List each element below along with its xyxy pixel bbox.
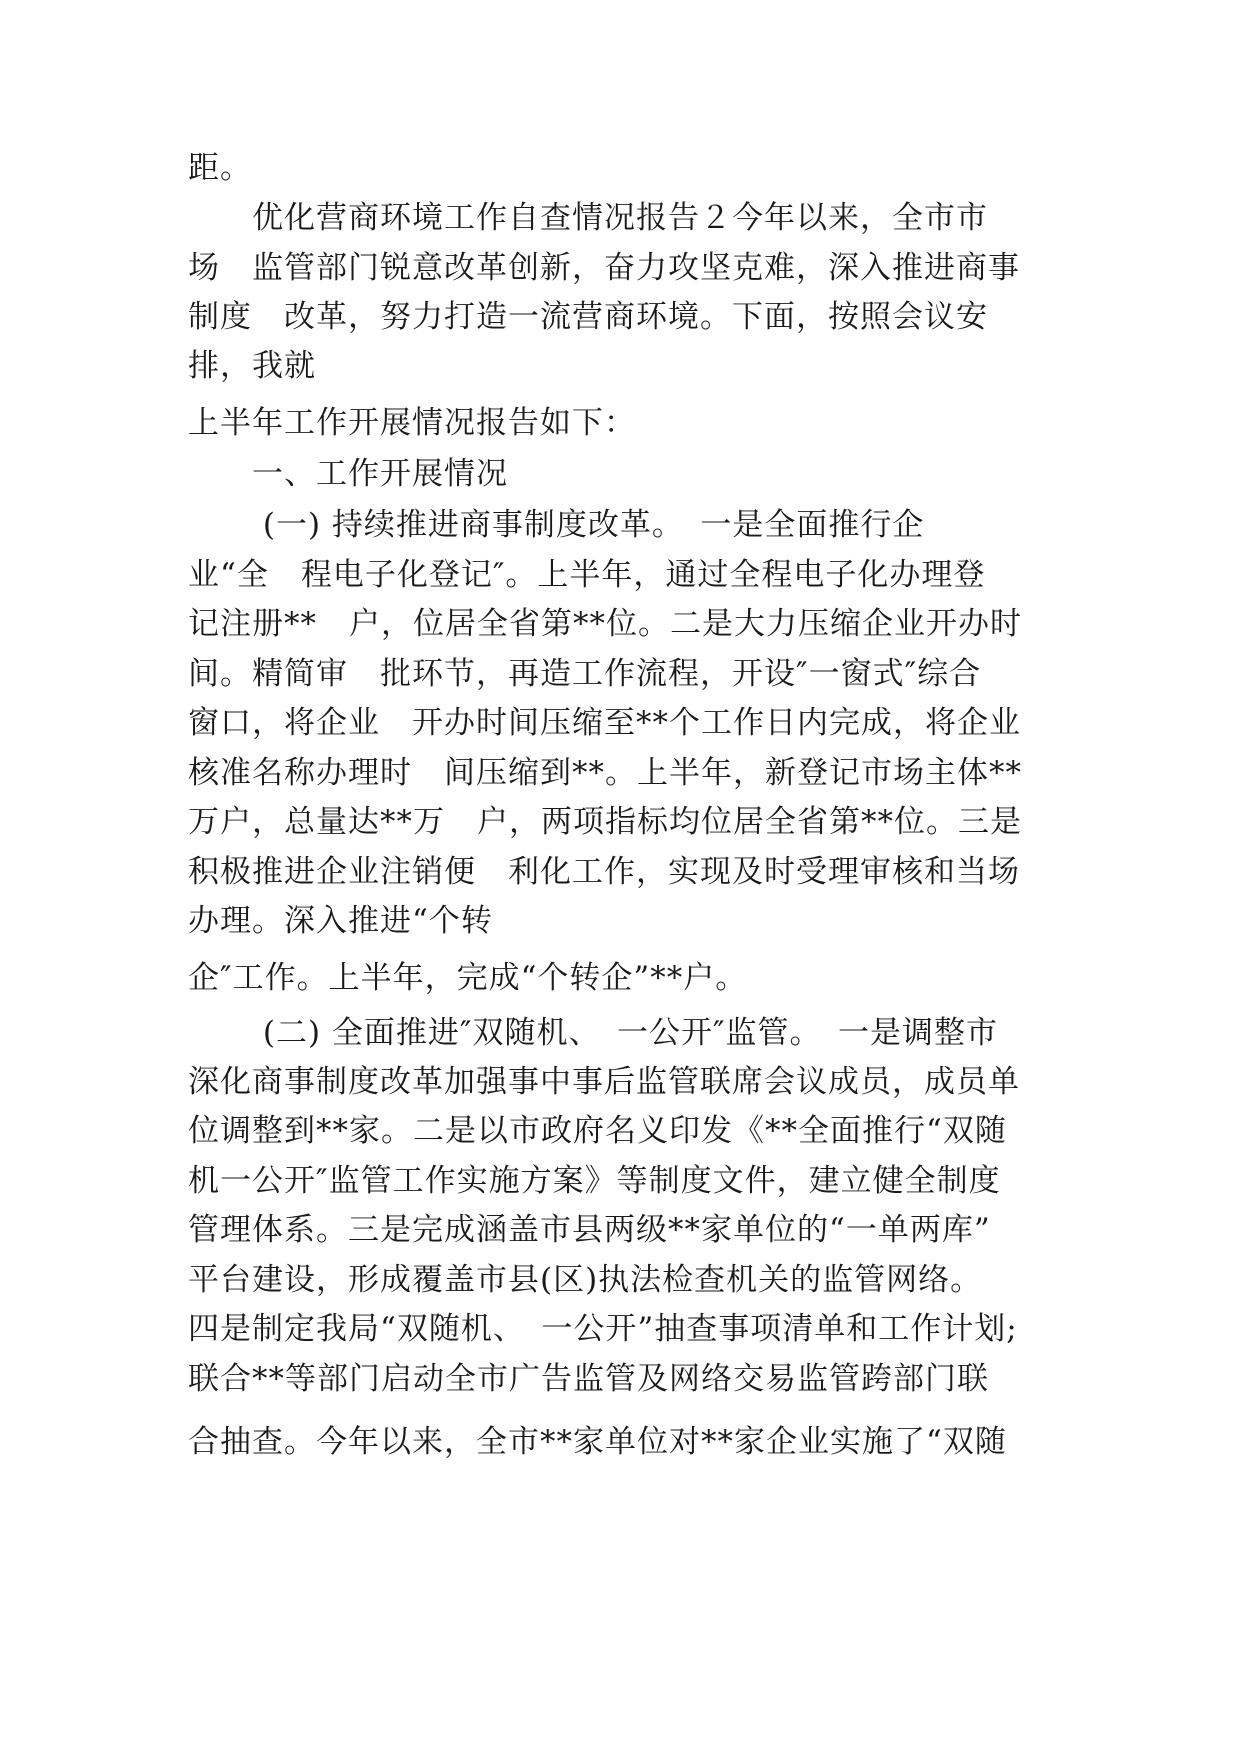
text-line: 办理。深入推进“个转: [188, 903, 493, 939]
text-line: 合抽查。今年以来，全市**家单位对**家企业实施了“双随: [188, 1424, 1007, 1460]
text-line: 优化营商环境工作自查情况报告２今年以来，全市市: [188, 200, 988, 236]
text-line: 平台建设，形成覆盖市县(区)执法检查机关的监管网络。: [188, 1262, 983, 1298]
subsection-heading: (二) 全面推进″双随机、 一公开″监管。 一是调整市: [188, 1015, 999, 1051]
text-line: 管理体系。三是完成涵盖市县两级**家单位的“一单两库”: [188, 1212, 991, 1248]
text-line: 上半年工作开展情况报告如下：: [188, 405, 636, 441]
subsection-heading: (一) 持续推进商事制度改革。 一是全面推行企: [188, 507, 925, 543]
text-line: 制度 改革，努力打造一流营商环境。下面，按照会议安: [188, 299, 988, 335]
text-line: 距。: [188, 150, 252, 186]
section-heading: 一、工作开展情况: [188, 456, 508, 492]
text-line: 企″工作。上半年，完成“个转企”**户。: [188, 960, 748, 996]
text-line: 联合**等部门启动全市广告监管及网络交易监管跨部门联: [188, 1361, 989, 1397]
text-line: 场 监管部门锐意改革创新，奋力攻坚克难，深入推进商事: [188, 250, 1020, 286]
text-line: 核准名称办理时 间压缩到**。上半年，新登记市场主体**: [188, 755, 1022, 791]
text-line: 位调整到**家。二是以市政府名义印发《**全面推行“双随: [188, 1113, 1007, 1149]
text-line: 万户，总量达**万 户，两项指标均位居全省第**位。三是: [188, 804, 1022, 840]
text-line: 机一公开″监管工作实施方案》等制度文件，建立健全制度: [188, 1163, 1001, 1199]
text-line: 业“全 程电子化登记″。上半年，通过全程电子化办理登: [188, 557, 986, 593]
text-line: 深化商事制度改革加强事中事后监管联席会议成员，成员单: [188, 1064, 1020, 1100]
text-line: 四是制定我局“双随机、 一公开”抽查事项清单和工作计划;: [188, 1311, 1018, 1347]
text-line: 窗口，将企业 开办时间压缩至**个工作日内完成，将企业: [188, 705, 1021, 741]
text-line: 排，我就: [188, 348, 316, 384]
text-line: 间。精简审 批环节，再造工作流程，开设″一窗式″综合: [188, 656, 982, 692]
text-line: 记注册** 户，位居全省第**位。二是大力压缩企业开办时: [188, 606, 1022, 642]
text-line: 积极推进企业注销便 利化工作，实现及时受理审核和当场: [188, 854, 1020, 890]
